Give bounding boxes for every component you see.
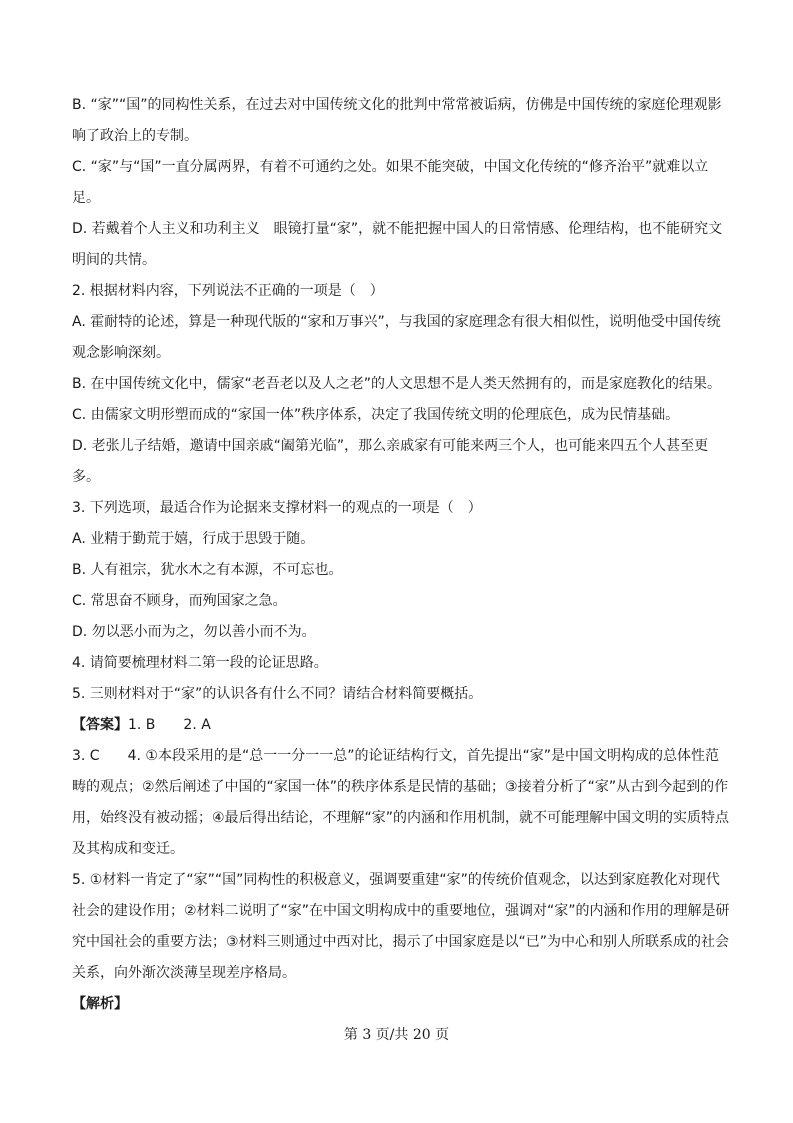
option-b-q3: B. 人有祖宗，犹水木之有本源，不可忘也。 [72,562,343,578]
answer-label: 【答案】 [72,717,128,733]
option-b-q1: B. “家”“国”的同构性关系，在过去对中国传统文化的批判中常常被诟病，仿佛是中国传统的家庭伦理观影响了政治上的专制。 [72,97,722,144]
option-c-q1: C. “家”与“国”一直分属两界，有着不可通约之处。如果不能突破，中国文化传统的“修齐治平”就难以立足。 [72,159,709,206]
option-d-q3: D. 勿以恶小而为之，勿以善小而不为。 [72,624,316,640]
question-5: 5. 三则材料对于“家”的认识各有什么不同？请结合材料简要概括。 [72,686,483,702]
option-c-q2: C. 由儒家文明形塑而成的“家国一体”秩序体系，决定了我国传统文明的伦理底色，成为民情基础。 [72,407,680,423]
page-footer: 第 3 页/共 20 页 [343,1027,450,1043]
answer-3-4: 3. C 4. ①本段采用的是“总一一分一一总”的论证结构行文，首先提出“家”是中国文明构成的总体性范畴的观点；②然后阐述了中国的“家国一体”的秩序体系是民情的基础；③接着分析了“家”从古到今起到的作用，始终没有被动摇；④最后得出结论，不理解“家”的内涵和作用机制，就不可能理解中国文明的实质特点及其构成和变迁。 [72,748,730,857]
option-d-q2: D. 老张儿子结婚，邀请中国亲戚“阖第光临”，那么亲戚家有可能来两三个人，也可能来四五个人甚至更多。 [72,438,709,485]
option-a-q2: A. 霍耐特的论述，算是一种现代版的“家和万事兴”，与我国的家庭理念有很大相似性，说明他受中国传统观念影响深刻。 [72,314,721,361]
analysis-label: 【解析】 [72,996,128,1012]
option-c-q3: C. 常思奋不顾身，而殉国家之急。 [72,593,287,609]
answer-short: 1. B 2. A [128,717,211,733]
answer-line [72,710,732,741]
option-a-q3: A. 业精于勤荒于嬉，行成于思毁于随。 [72,531,315,547]
answer-5: 5. ①材料一肯定了“家”“国”同构性的积极意义，强调要重建“家”的传统价值观念，以达到家庭教化对现代社会的建设作用；②材料二说明了“家”在中国文明构成中的重要地位，强调对“家”的内涵和作用的理解是研究中国社会的重要方法；③材料三则通过中西对比，揭示了中国家庭是以“已”为中心和别人所联系成的社会关系，向外渐次淡薄呈现差序格局。 [72,872,730,981]
option-b-q2: B. 在中国传统文化中，儒家“老吾老以及人之老”的人文思想不是人类天然拥有的，而是家庭教化的结果。 [72,376,722,392]
question-2: 2. 根据材料内容，下列说法不正确的一项是（ ） [72,283,384,299]
page-content [72,90,732,1020]
option-d-q1: D. 若戴着个人主义和功利主义 眼镜打量“家”，就不能把握中国人的日常情感、伦理结构，也不能研究文明间的共情。 [72,221,723,268]
question-4: 4. 请简要梳理材料二第一段的论证思路。 [72,655,328,671]
question-3: 3. 下列选项，最适合作为论据来支撑材料一的观点的一项是（ ） [72,500,482,516]
